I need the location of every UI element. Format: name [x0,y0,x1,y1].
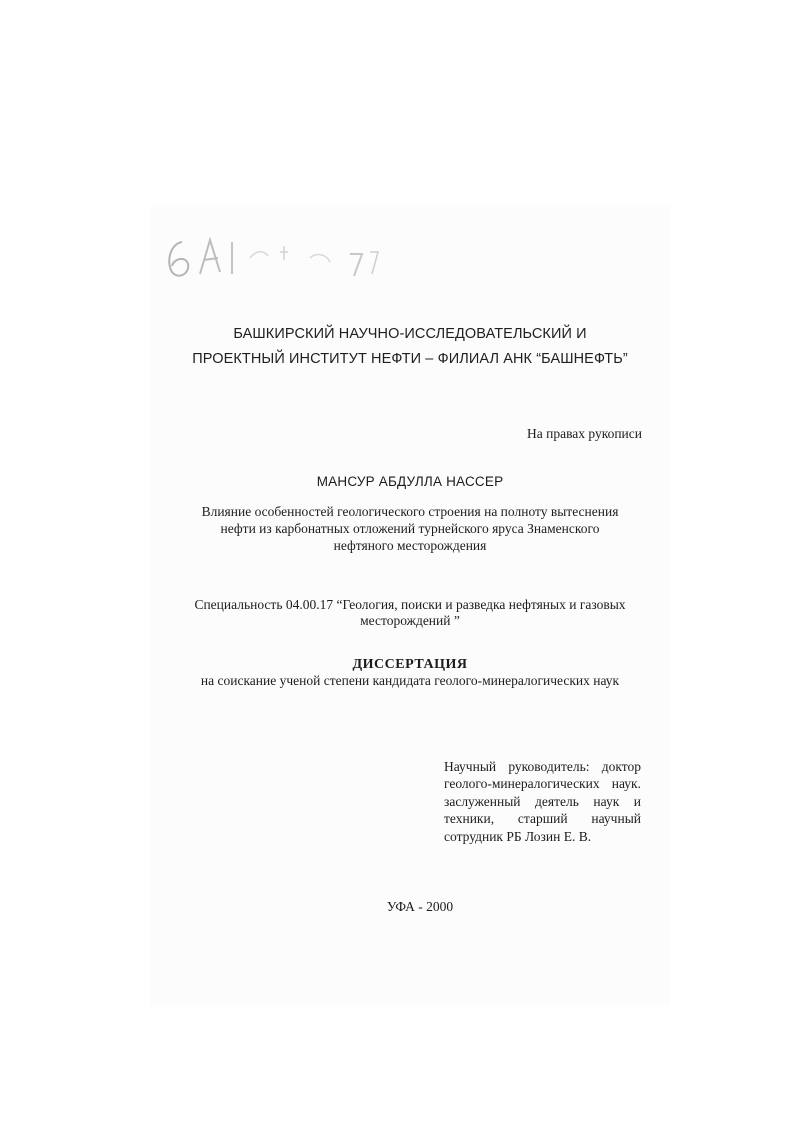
author-name: МАНСУР АБДУЛЛА НАССЕР [316,474,504,489]
city-year: УФА - 2000 [386,899,454,914]
thesis-title-line1: Влияние особенностей геологического строения на полноту вытеснения [201,504,619,519]
institute-name-line2: ПРОЕКТНЫЙ ИНСТИТУТ НЕФТИ – ФИЛИАЛ АНК “БАШНЕФТЬ” [192,351,628,367]
institute-name-line1: БАШКИРСКИЙ НАУЧНО-ИССЛЕДОВАТЕЛЬСКИЙ И [233,326,587,342]
degree-statement: на соискание ученой степени кандидата геолого-минералогических наук [200,673,620,688]
manuscript-note: На правах рукописи [526,426,642,441]
specialty-line2: месторождений ” [360,613,460,628]
handwritten-stamp [160,228,390,288]
thesis-title-line3: нефтяного месторождения [333,538,487,553]
thesis-heading: ДИССЕРТАЦИЯ [352,657,468,672]
supervisor-info: Научный руководитель: доктор геолого-минералогических наук. заслуженный деятель наук и техники, старший научный сотрудник РБ Лозин Е. В. [444,758,641,844]
specialty-line1: Специальность 04.00.17 “Геология, поиски и разведка нефтяных и газовых [194,597,626,612]
thesis-title-line2: нефти из карбонатных отложений турнейского яруса Знаменского [220,521,600,536]
